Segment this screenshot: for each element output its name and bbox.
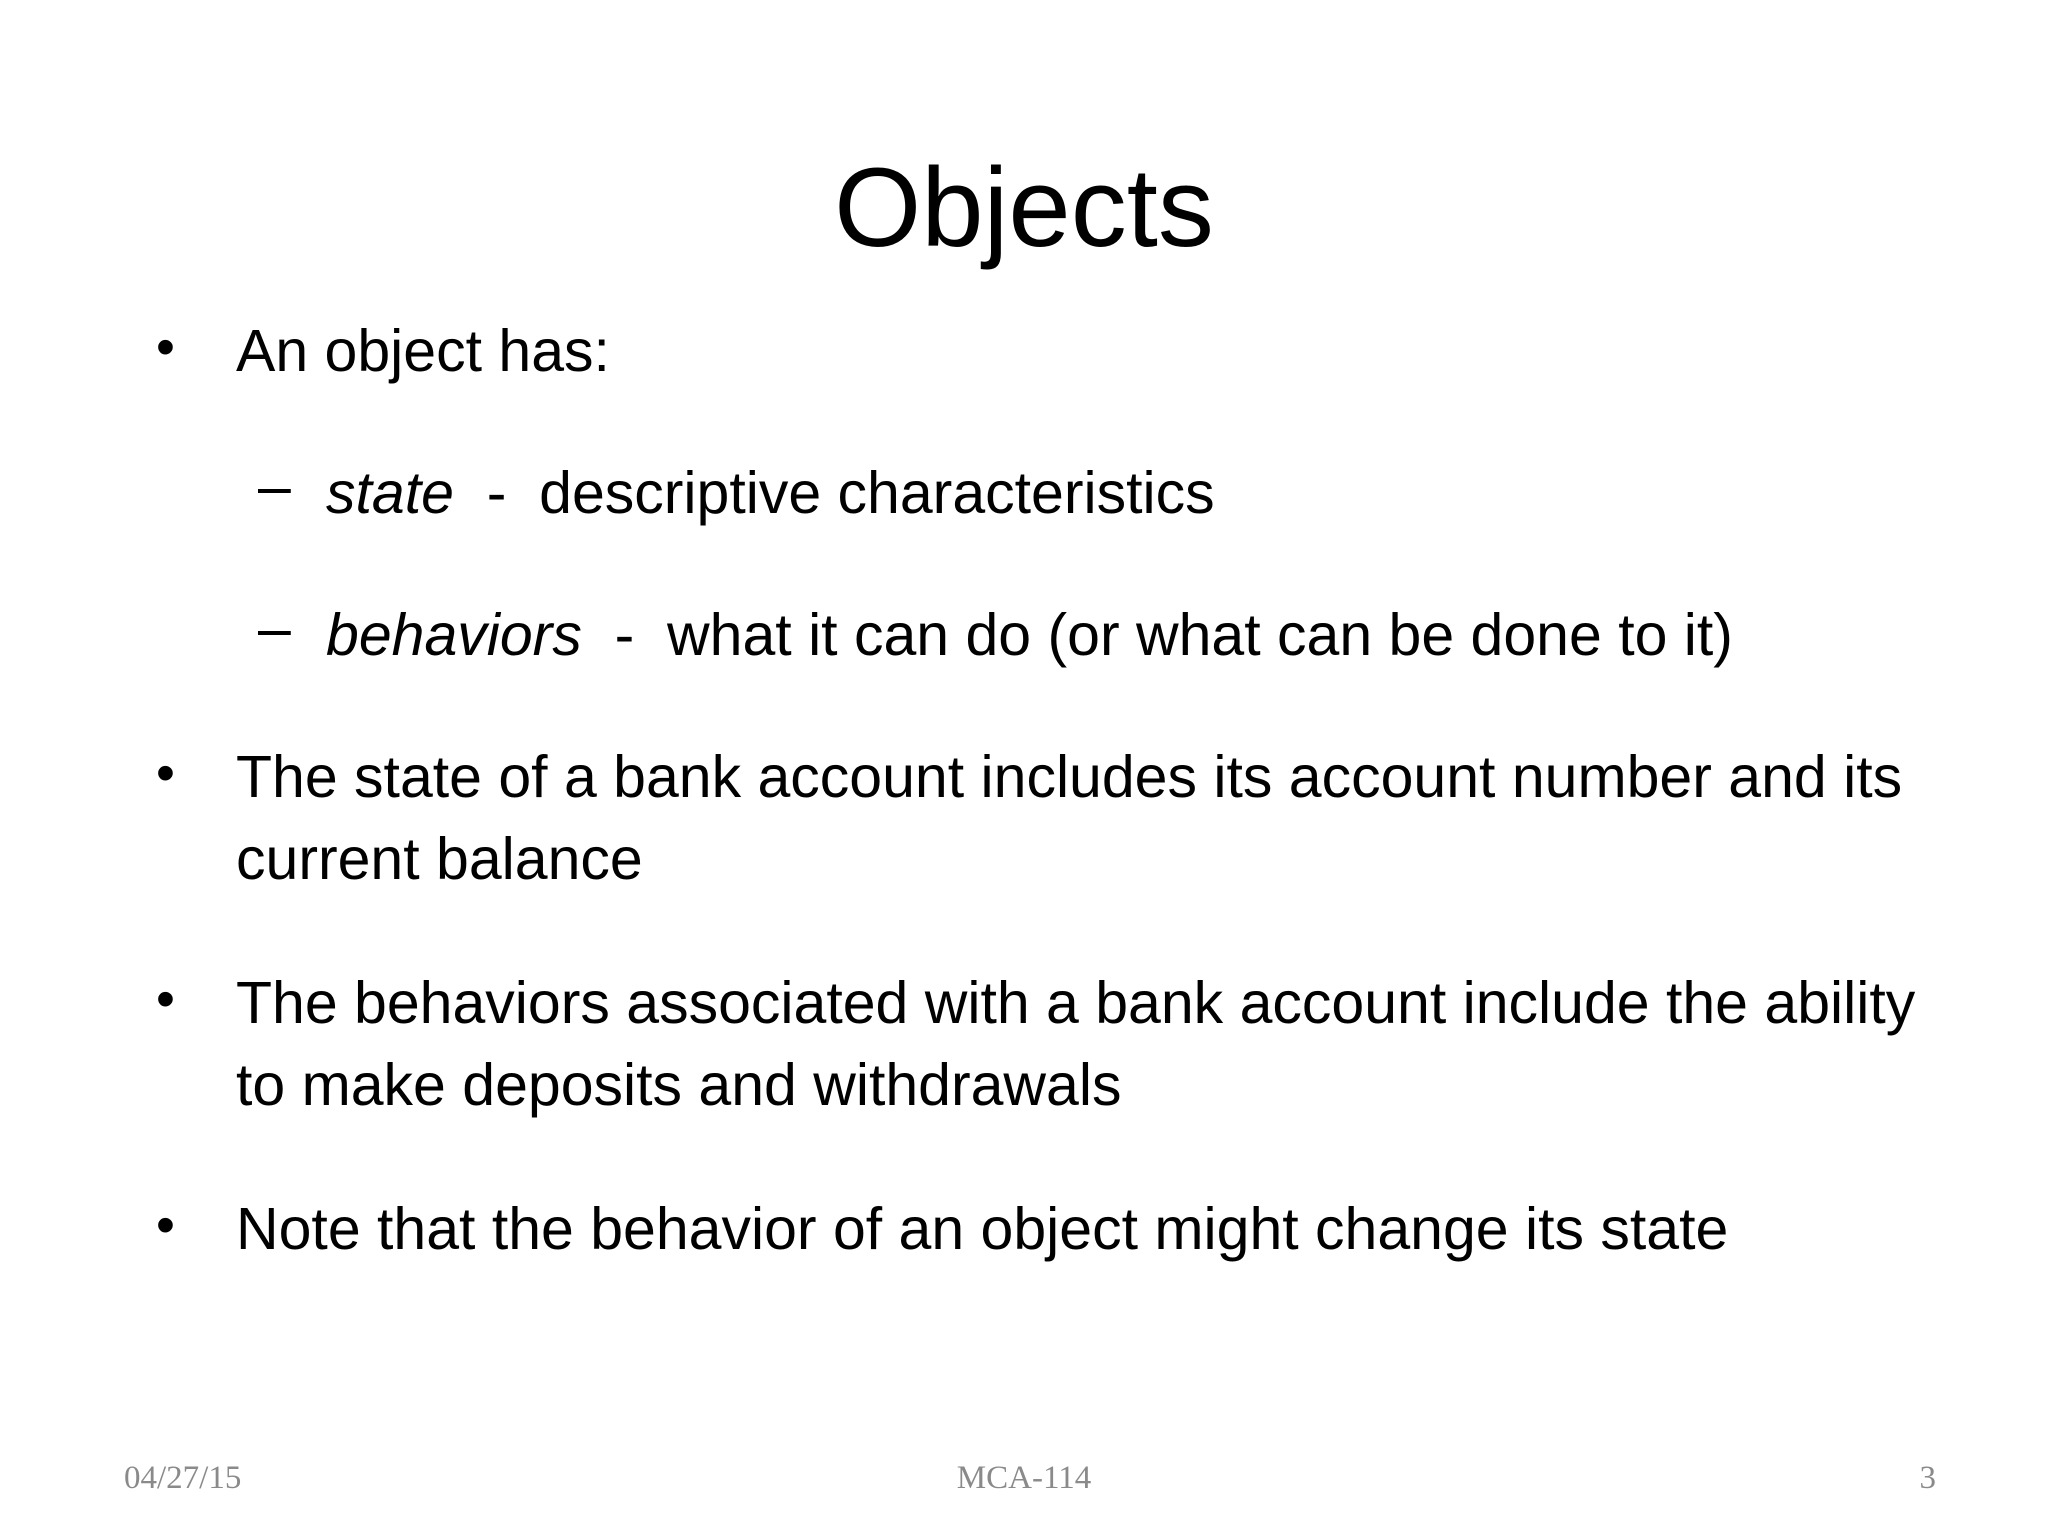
- footer-date: 04/27/15: [124, 1460, 242, 1496]
- sub-bullet-marker: –: [258, 453, 291, 519]
- bullet-text: An object has:: [236, 318, 610, 384]
- sub-bullet-text: what it can do (or what can be done to it): [667, 602, 1733, 668]
- bullet-text: Note that the behavior of an object might change its state: [236, 1196, 1729, 1262]
- footer-course-code: MCA-114: [956, 1460, 1092, 1496]
- bullet-text: The behaviors associated with a bank account include the ability to make deposits and withdrawals: [236, 970, 1916, 1118]
- slide-number: 3: [1919, 1460, 1936, 1496]
- sub-bullet-state: [326, 452, 1976, 534]
- term-behaviors: behaviors: [326, 602, 582, 668]
- separator: -: [453, 460, 540, 526]
- sub-bullet-behaviors: [326, 594, 1976, 676]
- bullet-text: The state of a bank account includes its account number and its current balance: [236, 744, 1903, 892]
- sub-bullet-marker: –: [258, 595, 291, 661]
- sub-bullet-text: descriptive characteristics: [539, 460, 1215, 526]
- term-state: state: [326, 460, 454, 526]
- bullet-marker: •: [156, 743, 175, 803]
- bullet-marker: •: [156, 969, 175, 1029]
- separator: -: [581, 602, 668, 668]
- bullet-marker: •: [156, 317, 175, 377]
- slide-title: Objects: [834, 145, 1214, 270]
- bullet-marker: •: [156, 1195, 175, 1255]
